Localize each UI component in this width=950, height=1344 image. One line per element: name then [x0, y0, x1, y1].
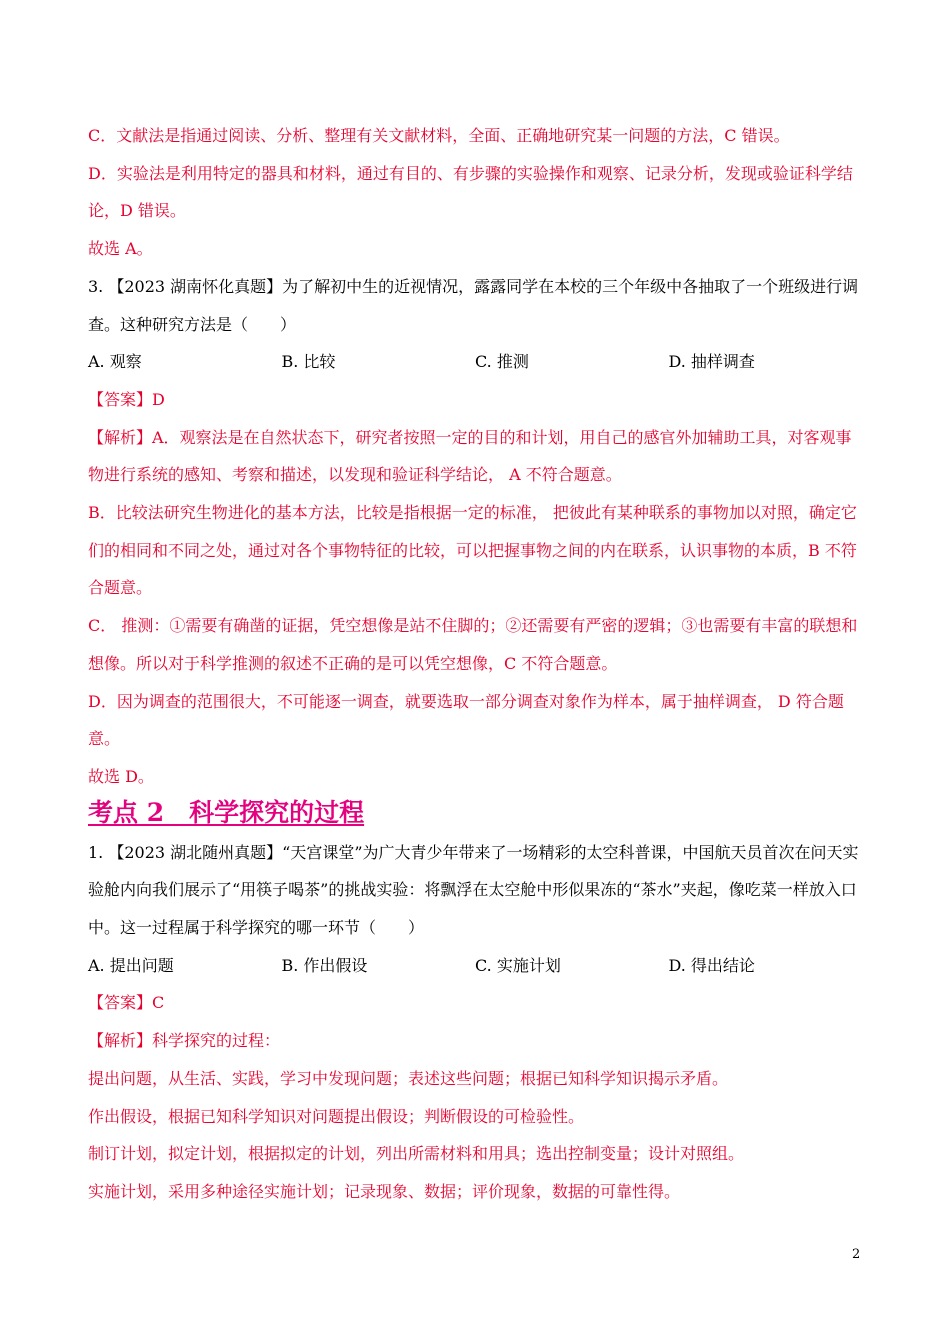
paragraph: 【解析】科学探究的过程： — [88, 1031, 281, 1051]
paragraph: 1. 【2023 湖北随州真题】“天宫课堂”为广大青少年带来了一场精彩的太空科普课，中国航天员首次在问天实验舱内向我们展示了“用筷子喝茶”的挑战实验：将飘浮在太空舱中形似果冻的“茶水”夹起，像吃菜一样放入口中。这一过程属于科学探究的哪一环节（ ） — [88, 842, 859, 938]
paragraph: D．因为调查的范围很大，不可能逐一调查，就要选取一部分调查对象作为样本，属于抽样调查， D 符合题意。 — [88, 691, 844, 749]
page-number: 2 — [852, 1247, 861, 1262]
section-heading: 考点 2 科学探究的过程 — [88, 797, 365, 827]
answer-option: C. 实施计划 — [475, 955, 561, 975]
answer-option: C. 推测 — [475, 352, 529, 372]
answer-option: A. 观察 — [88, 352, 142, 372]
answer-options — [88, 343, 862, 381]
paragraph: C．文献法是指通过阅读、分析、整理有关文献材料，全面、正确地研究某一问题的方法，C 错误。 — [88, 126, 790, 145]
answer-option: D. 抽样调查 — [668, 352, 755, 372]
paragraph: 【解析】A．观察法是在自然状态下，研究者按照一定的目的和计划，用自己的感官外加辅助工具，对客观事物进行系统的感知、考察和描述，以发现和验证科学结论， A 不符合题意。 — [88, 427, 852, 485]
answer-option: A. 提出问题 — [88, 955, 174, 975]
answer-option: B. 作出假设 — [281, 955, 368, 975]
paragraph: 【答案】C — [88, 993, 165, 1013]
paragraph: 故选 D。 — [88, 766, 154, 786]
paragraph: D．实验法是利用特定的器具和材料，通过有目的、有步骤的实验操作和观察、记录分析，发现或验证科学结论，D 错误。 — [88, 163, 853, 221]
paragraph: 【答案】D — [88, 389, 165, 409]
page-content — [88, 117, 862, 1211]
paragraph: 作出假设，根据已知科学知识对问题提出假设；判断假设的可检验性。 — [88, 1106, 585, 1126]
paragraph: 3. 【2023 湖南怀化真题】为了解初中生的近视情况，露露同学在本校的三个年级中各抽取了一个班级进行调查。这种研究方法是（ ） — [88, 276, 859, 334]
paragraph: 实施计划，采用多种途径实施计划；记录现象、数据；评价现象，数据的可靠性得。 — [88, 1181, 681, 1201]
paragraph: 故选 A。 — [88, 239, 153, 259]
paragraph: 制订计划，拟定计划，根据拟定的计划，列出所需材料和用具；选出控制变量；设计对照组。 — [88, 1144, 745, 1164]
paragraph: 提出问题，从生活、实践，学习中发现问题；表述这些问题；根据已知科学知识揭示矛盾。 — [88, 1068, 729, 1088]
paragraph: C． 推测：①需要有确凿的证据，凭空想像是站不住脚的；②还需要有严密的逻辑；③也需要有丰富的联想和想像。所以对于科学推测的叙述不正确的是可以凭空想像，C 不符合题意。 — [88, 616, 858, 673]
answer-option: D. 得出结论 — [668, 955, 755, 975]
answer-option: B. 比较 — [281, 352, 336, 372]
paragraph: B．比较法研究生物进化的基本方法，比较是指根据一定的标准， 把彼此有某种联系的事物加以对照，确定它们的相同和不同之处，通过对各个事物特征的比较，可以把握事物之间的内在联系，认识事物的本质，B 不符合题意。 — [88, 503, 857, 598]
answer-options — [88, 947, 862, 985]
